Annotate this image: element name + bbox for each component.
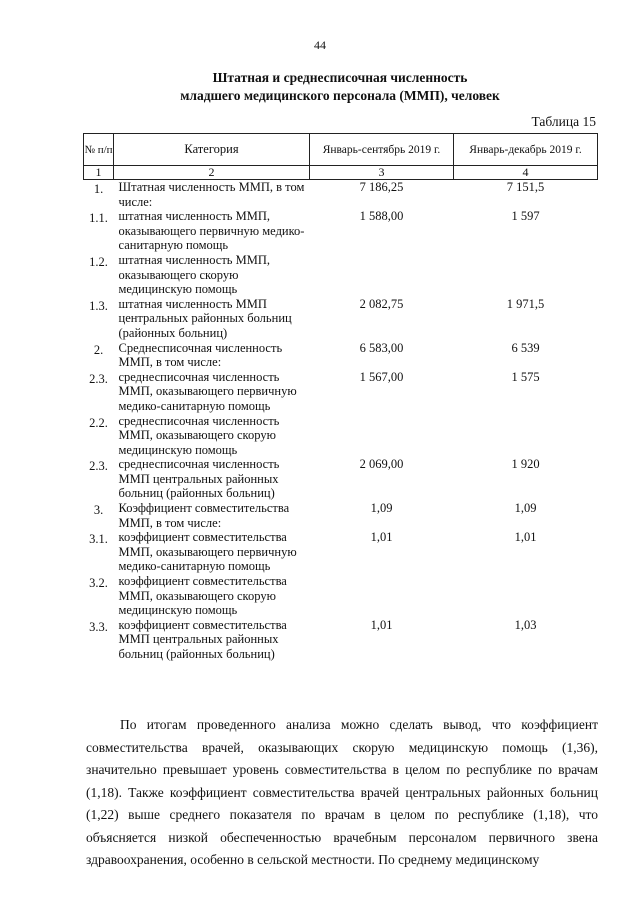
row-category: штатная численность ММП, оказывающего скорую медицинскую помощь	[118, 252, 271, 297]
row-value-period-2: 7 151,5	[506, 180, 545, 194]
table-row	[84, 209, 598, 253]
row-category: Коэффициент совместительства ММП, в том числе:	[118, 501, 290, 530]
row-value-period-1: 7 186,25	[359, 180, 404, 194]
table-body	[84, 180, 598, 662]
row-category: среднесписочная численность ММП, оказывающего скорую медицинскую помощь	[118, 413, 280, 457]
row-category: коэффициент совместительства ММП центральных районных больниц (районных больниц)	[118, 617, 287, 661]
table-row	[84, 501, 598, 530]
index-cell: 4	[454, 166, 598, 180]
row-value-period-2: 1 575	[511, 369, 540, 384]
row-value-period-2: 1,01	[514, 530, 537, 545]
table-row	[84, 297, 598, 341]
table-row	[84, 574, 598, 618]
row-category: среднесписочная численность ММП, оказывающего первичную медико-санитарную помощь	[118, 369, 297, 413]
row-category: Среднесписочная численность ММП, в том числе:	[118, 340, 283, 370]
header-category: Категория	[114, 134, 310, 166]
row-value-period-2: 1 971,5	[506, 296, 545, 311]
row-value-period-1: 2 069,00	[359, 457, 404, 472]
table-row	[84, 414, 598, 458]
row-category: штатная численность ММП центральных районных больниц (районных больниц)	[118, 296, 292, 340]
row-value-period-2	[454, 414, 598, 458]
table-row	[84, 180, 598, 210]
row-category: среднесписочная численность ММП центральных районных больниц (районных больниц)	[118, 457, 280, 501]
row-value-period-2: 1 920	[511, 457, 540, 472]
row-value-period-1: 1 588,00	[359, 209, 404, 224]
row-number: 1.	[93, 182, 104, 196]
row-number: 2.3.	[89, 459, 108, 474]
table-row	[84, 341, 598, 370]
row-category: коэффициент совместительства ММП, оказывающего скорую медицинскую помощь	[118, 574, 287, 618]
row-value-period-1: 1,09	[370, 501, 393, 516]
row-number: 1.1.	[89, 211, 108, 226]
table-row	[84, 618, 598, 662]
row-category: штатная численность ММП, оказывающего первичную медико-санитарную помощь	[118, 209, 305, 253]
row-number: 2.3.	[89, 371, 108, 386]
table-label: Таблица 15	[531, 114, 596, 129]
row-number: 2.	[93, 342, 104, 357]
header-period-2: Январь-декабрь 2019 г.	[454, 134, 598, 166]
row-number: 1.3.	[89, 298, 108, 313]
table-row	[84, 253, 598, 297]
row-value-period-2: 1 597	[511, 209, 540, 224]
row-number: 3.2.	[89, 576, 108, 591]
header-num: № п/п	[84, 134, 114, 166]
row-value-period-2: 6 539	[511, 340, 540, 355]
row-value-period-1	[310, 414, 454, 458]
table-row	[84, 370, 598, 414]
table-header-row	[84, 134, 598, 166]
index-cell: 1	[84, 166, 114, 180]
title-line-1: Штатная и среднесписочная численность	[212, 70, 468, 85]
index-cell: 3	[310, 166, 454, 180]
row-value-period-1: 2 082,75	[359, 296, 404, 311]
header-period-1: Январь-сентябрь 2019 г.	[310, 134, 454, 166]
row-number: 3.	[93, 503, 104, 518]
row-number: 2.2.	[89, 415, 108, 430]
row-value-period-1: 1 567,00	[359, 369, 404, 384]
document-title	[60, 69, 620, 105]
page-number: 44	[314, 38, 326, 52]
row-number: 3.1.	[89, 532, 108, 547]
title-line-2: младшего медицинского персонала (ММП), человек	[180, 88, 500, 103]
index-cell: 2	[114, 166, 310, 180]
row-value-period-1: 1,01	[370, 617, 393, 632]
row-value-period-1	[310, 574, 454, 618]
row-value-period-1	[310, 253, 454, 297]
row-value-period-1: 6 583,00	[359, 340, 404, 355]
row-value-period-2	[454, 574, 598, 618]
row-category: коэффициент совместительства ММП, оказывающего первичную медико-санитарную помощь	[118, 530, 297, 574]
row-category: Штатная численность ММП, в том числе:	[118, 180, 305, 209]
row-value-period-2: 1,03	[514, 617, 537, 632]
row-value-period-1: 1,01	[370, 530, 393, 545]
body-paragraph: По итогам проведенного анализа можно сделать вывод, что коэффициент совместительства врачей, оказывающих скорую медицинскую помощь (1,36), значительно превышает уровень совместительства в целом по республике по врачам (1,18). Также коэффициент совместительства врачей центральных районных больниц (1,22) выше среднего показателя по врачам в целом по республике (1,18), что объясняется низкой обеспеченностью врачебным персоналом первичного звена здравоохранения, особенно в сельской местности. По среднему медицинскому	[86, 717, 598, 867]
row-value-period-2	[454, 253, 598, 297]
row-number: 3.3.	[89, 619, 108, 634]
row-number: 1.2.	[89, 254, 108, 269]
table-row	[84, 530, 598, 574]
table-index-row	[84, 166, 598, 180]
staffing-table	[83, 133, 598, 662]
row-value-period-2: 1,09	[514, 501, 537, 516]
table-row	[84, 457, 598, 501]
